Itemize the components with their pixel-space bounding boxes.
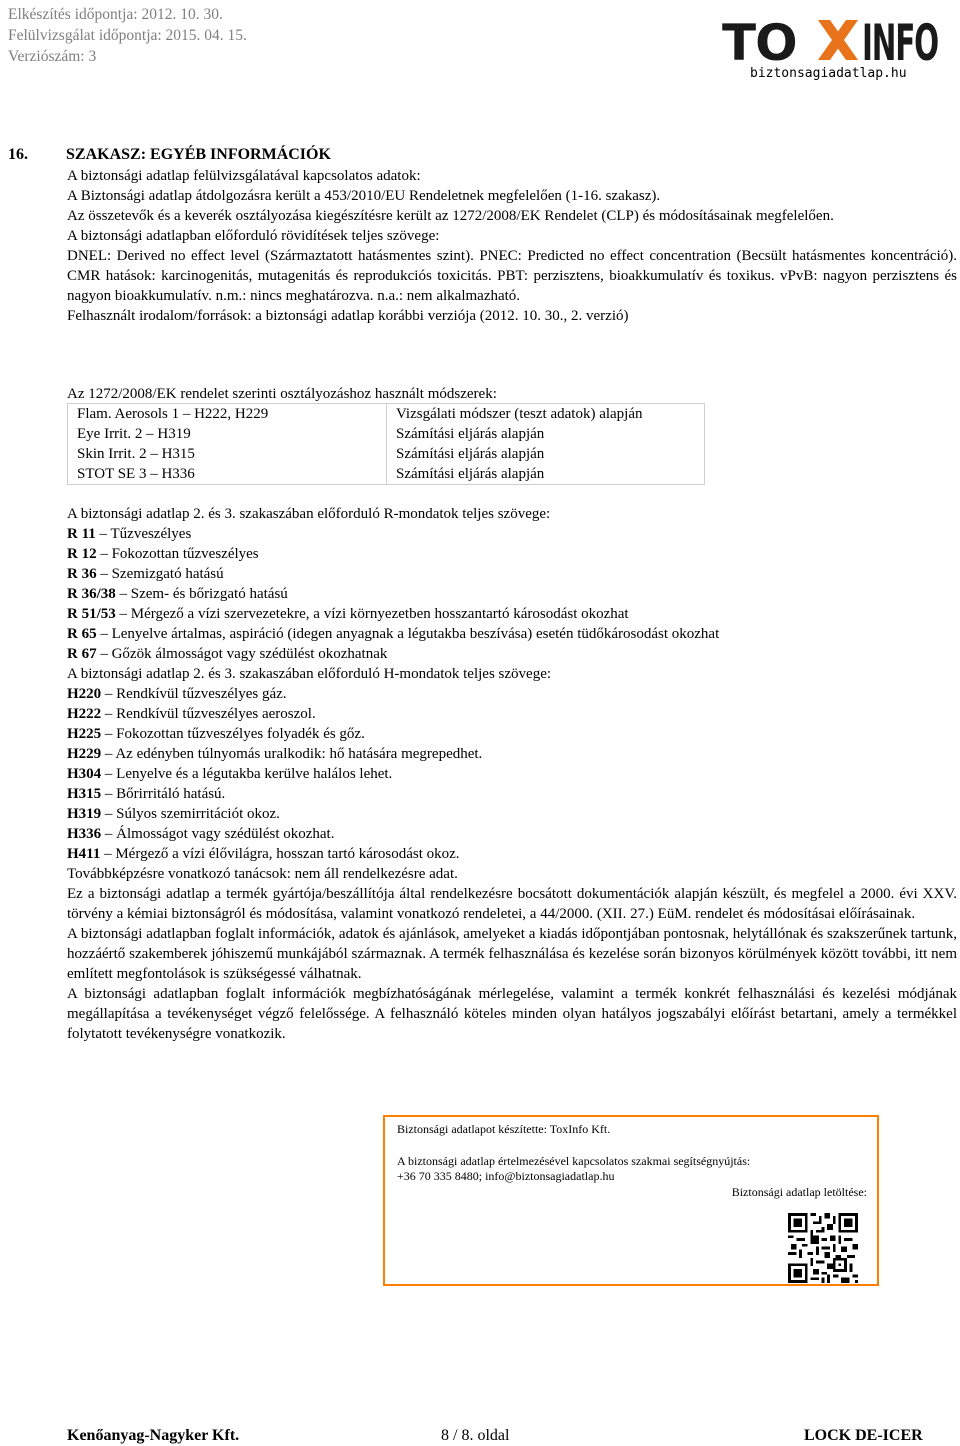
table-cell: Flam. Aerosols 1 – H222, H229 [77,406,269,422]
disclaimer-paragraph: A biztonsági adatlapban foglalt információk, adatok és ajánlások, amelyeket a kiadás időpontjában pontosnak, helytállónak és szakszerűnek tartunk, hozzáértő szakemberek jóhiszemű munkájából származnak. A termék felhasználása és kezelése során bizonyos körülmények között további, itt nem említett megfontolások is szükségessé válhatnak. [67,926,957,982]
footer-product: LOCK DE-ICER [804,1427,923,1444]
credit-box [383,1115,879,1286]
revision-date: Felülvizsgálat időpontja: 2015. 04. 15. [8,27,247,44]
classification-column [77,404,268,484]
abbreviations-paragraph: DNEL: Derived no effect level (Származtatott hatásmentes szint). PNEC: Predicted no effect concentration (Becsült hatásmentes koncentráció). CMR hatások: karcinogenitás, mutagenitás és reprodukciós toxicitás. PBT: perzisztens, bioakkumulatív és toxikus. vPvB: nagyon perzisztens és nagyon bioakkumulatív. n.m.: nincs meghatározva. n.a.: nem alkalmazható. [67,248,957,304]
intro-line: A biztonsági adatlap felülvizsgálatával kapcsolatos adatok: [67,168,421,184]
phrases-block [67,504,957,1044]
intro-line: A Biztonsági adatlap átdolgozásra került a 453/2010/EU Rendeletnek megfelelően (1-16. szakasz). [67,188,661,204]
list-item: H315 – Bőrirritáló hatású. [67,786,226,802]
logo-url: biztonsagiadatlap.hu [750,66,907,81]
list-item: R 67 – Gőzök álmosságot vagy szédülést okozhatnak [67,646,388,662]
classification-methods-table [67,403,705,485]
list-item: R 36 – Szemizgató hatású [67,566,224,582]
table-cell: Számítási eljárás alapján [396,466,545,482]
document-header-info [8,4,247,67]
training-advice: Továbbképzésre vonatkozó tanácsok: nem áll rendelkezésre adat. [67,866,458,882]
download-label: Biztonsági adatlap letöltése: [731,1185,867,1199]
table-cell: Számítási eljárás alapján [396,426,545,442]
logo-x-mark [818,20,858,60]
list-item: R 11 – Tűzveszélyes [67,526,192,542]
section-number: 16. [8,146,28,163]
list-item: H336 – Álmosságot vagy szédülést okozhat. [67,826,335,842]
methods-heading: Az 1272/2008/EK rendelet szerinti osztályozáshoz használt módszerek: [67,386,497,402]
table-divider [386,404,387,484]
intro-line: A biztonsági adatlapban előforduló rövidítések teljes szövege: [67,228,440,244]
intro-line: Az összetevők és a keverék osztályozása kiegészítésre került az 1272/2008/EK Rendelet (CLP) és módosításainak megfelelően. [67,208,834,224]
table-cell: STOT SE 3 – H336 [77,466,195,482]
method-column [396,404,643,484]
list-item: H222 – Rendkívül tűzveszélyes aeroszol. [67,706,316,722]
sources-line: Felhasznált irodalom/források: a biztonsági adatlap korábbi verziója (2012. 10. 30., 2. verzió) [67,308,629,324]
footer-page-number: 8 / 8. oldal [441,1427,510,1444]
footer-company: Kenőanyag-Nagyker Kft. [67,1427,240,1444]
contact-text[interactable]: +36 70 335 8480; info@biztonsagiadatlap.hu [397,1169,615,1183]
table-cell: Számítási eljárás alapján [396,446,545,462]
table-cell: Eye Irrit. 2 – H319 [77,426,191,442]
list-item: H225 – Fokozottan tűzveszélyes folyadék és gőz. [67,726,365,742]
logo-text-left: TO [722,14,797,68]
list-item: R 65 – Lenyelve ártalmas, aspiráció (idegen anyagnak a légutakba beszívása) esetén tüdőkárosodást okozhat [67,626,720,642]
legal-basis-paragraph: Ez a biztonsági adatlap a termék gyártója/beszállítója által rendelkezésre bocsátott dokumentációk alapján készült, és megfelel a 2000. évi XXV. törvény a kémiai biztonságról és módosítása, valamint vonatkozó rendeletei, a 44/2000. (XII. 27.) EüM. rendelet és módosításai előírásainak. [67,886,957,922]
section-title: SZAKASZ: EGYÉB INFORMÁCIÓK [66,146,331,163]
intro-block [67,166,957,326]
created-date: Elkészítés időpontja: 2012. 10. 30. [8,6,223,23]
qr-code-icon[interactable] [787,1213,859,1283]
toxinfo-logo [722,14,938,68]
responsibility-paragraph: A biztonsági adatlapban foglalt információk megbízhatóságának mérlegelése, valamint a termék konkrét felhasználási és kezelési módjának megállapítása a tevékenységet végző felelőssége. A felhasználó köteles minden olyan hatályos jogszabályi előírást betartani, amely a termékkel folytatott tevékenységre vonatkozik. [67,986,957,1042]
list-item: R 36/38 – Szem- és bőrizgató hatású [67,586,288,602]
h-phrases-heading: A biztonsági adatlap 2. és 3. szakaszában előforduló H-mondatok teljes szövege: [67,666,552,682]
logo-text-right: INFO [862,14,938,68]
made-by-text: Biztonsági adatlapot készítette: ToxInfo Kft. [397,1122,611,1136]
list-item: H220 – Rendkívül tűzveszélyes gáz. [67,686,287,702]
section-heading [8,146,331,164]
support-text: A biztonsági adatlap értelmezésével kapcsolatos szakmai segítségnyújtás: [397,1154,751,1168]
list-item: H229 – Az edényben túlnyomás uralkodik: hő hatására megrepedhet. [67,746,483,762]
list-item: R 12 – Fokozottan tűzveszélyes [67,546,259,562]
list-item: H304 – Lenyelve és a légutakba kerülve halálos lehet. [67,766,393,782]
table-cell: Skin Irrit. 2 – H315 [77,446,195,462]
list-item: H411 – Mérgező a vízi élővilágra, hosszan tartó károsodást okoz. [67,846,460,862]
r-phrases-heading: A biztonsági adatlap 2. és 3. szakaszában előforduló R-mondatok teljes szövege: [67,506,551,522]
version-number: Verziószám: 3 [8,48,97,65]
list-item: R 51/53 – Mérgező a vízi szervezetekre, a vízi környezetben hosszantartó károsodást okozhat [67,606,629,622]
table-cell: Vizsgálati módszer (teszt adatok) alapján [396,406,643,422]
list-item: H319 – Súlyos szemirritációt okoz. [67,806,280,822]
